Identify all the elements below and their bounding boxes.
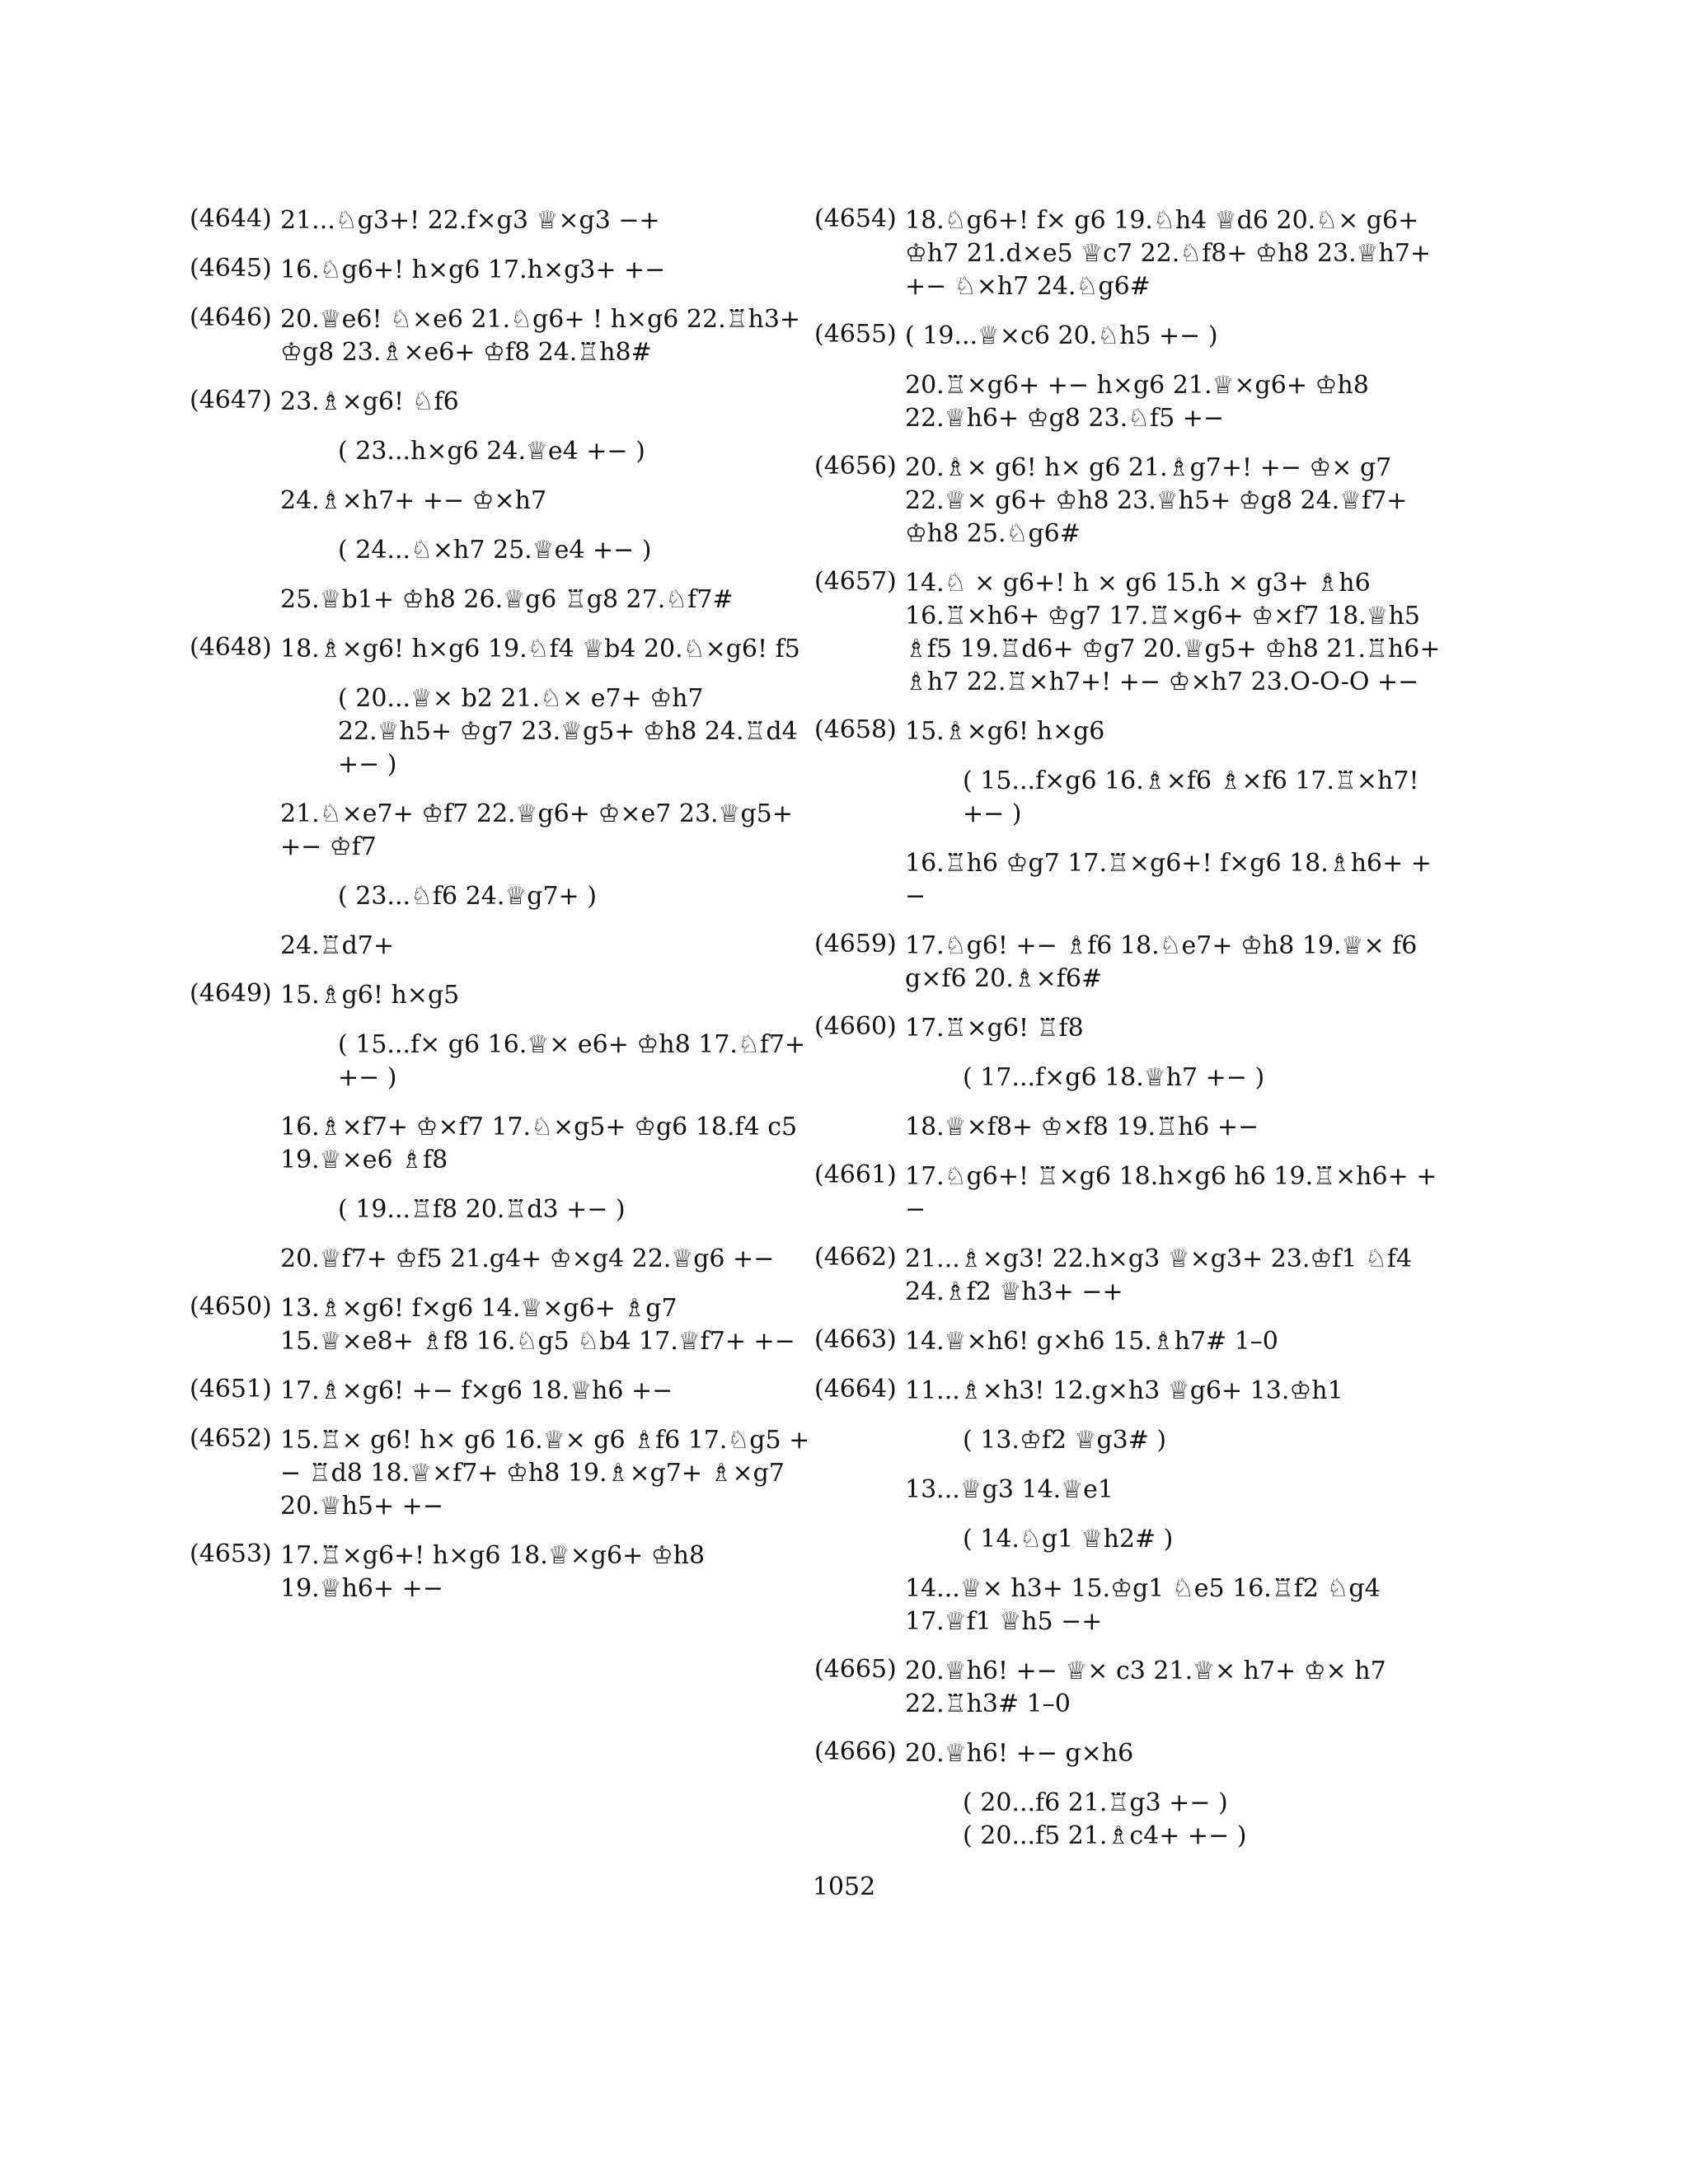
right-column [814, 204, 1441, 1869]
solution-entry [814, 567, 1441, 699]
problem-number: (4648) [190, 633, 272, 662]
problem-number: (4664) [814, 1375, 897, 1404]
problem-number: (4646) [190, 303, 272, 332]
solution-entry [190, 204, 816, 237]
problem-number: (4656) [814, 452, 897, 480]
problem-number: (4647) [190, 386, 272, 415]
move-line: 16.♗×f7+ ♔×f7 17.♘×g5+ ♔g6 18.f4 c5 19.♕×e6 ♗f8 [280, 1113, 798, 1174]
variation-line: ( 20...f6 21.♖g3 +− ) [963, 1788, 1228, 1817]
move-line: 20.♗× g6! h× g6 21.♗g7+! +− ♔× g7 22.♕× g6+ ♔h8 23.♕h5+ ♔g8 24.♕f7+ ♔h8 25.♘g6# [905, 453, 1408, 548]
variation-line: ( 23...♘f6 24.♕g7+ ) [338, 882, 597, 911]
move-line: 15.♖× g6! h× g6 16.♕× g6 ♗f6 17.♘g5 +− ♖d8 18.♕×f7+ ♔h8 19.♗×g7+ ♗×g7 20.♕h5+ +− [280, 1426, 810, 1521]
solution-entry [814, 204, 1441, 303]
solution-entry [814, 930, 1441, 996]
move-line: 23.♗×g6! ♘f6 [280, 387, 459, 416]
problem-number: (4666) [814, 1737, 897, 1766]
solution-entry [190, 386, 816, 616]
solution-entry [190, 633, 816, 963]
problem-number: (4663) [814, 1325, 897, 1354]
move-line: 18.♕×f8+ ♔×f8 19.♖h6 +− [905, 1113, 1259, 1141]
solution-entry [190, 979, 816, 1276]
problem-number: (4650) [190, 1292, 272, 1321]
move-line: 20.♕f7+ ♔f5 21.g4+ ♔×g4 22.♕g6 +− [280, 1244, 775, 1273]
problem-number: (4655) [814, 320, 897, 349]
solution-entry [190, 303, 816, 369]
move-line: 18.♘g6+! f× g6 19.♘h4 ♕d6 20.♘× g6+ ♔h7 21.d×e5 ♕c7 22.♘f8+ ♔h8 23.♕h7+ +− ♘×h7 24.♘g6# [905, 206, 1432, 301]
move-line: 11...♗×h3! 12.g×h3 ♕g6+ 13.♔h1 [905, 1376, 1343, 1405]
move-line: 21.♘×e7+ ♔f7 22.♕g6+ ♔×e7 23.♕g5+ +− ♔f7 [280, 799, 793, 861]
move-line: 16.♖h6 ♔g7 17.♖×g6+! f×g6 18.♗h6+ +− [905, 849, 1432, 911]
move-line: 15.♗×g6! h×g6 [905, 717, 1105, 746]
solution-entry [190, 254, 816, 287]
solution-entry [190, 1292, 816, 1358]
move-line: 14...♕× h3+ 15.♔g1 ♘e5 16.♖f2 ♘g4 17.♕f1 ♕h5 −+ [905, 1574, 1381, 1636]
problem-number: (4644) [190, 204, 272, 233]
move-line: 13...♕g3 14.♕e1 [905, 1475, 1114, 1504]
problem-number: (4660) [814, 1012, 897, 1041]
move-line: 24.♖d7+ [280, 931, 395, 960]
solution-entry [814, 1737, 1441, 1853]
move-line: 21...♘g3+! 22.f×g3 ♕×g3 −+ [280, 206, 660, 235]
variation-line: ( 23...h×g6 24.♕e4 +− ) [338, 437, 645, 466]
move-line: 21...♗×g3! 22.h×g3 ♕×g3+ 23.♔f1 ♘f4 24.♗f2 ♕h3+ −+ [905, 1244, 1413, 1306]
page-number: 1052 [812, 1872, 876, 1901]
solution-entry [814, 1012, 1441, 1144]
problem-number: (4645) [190, 254, 272, 283]
move-line: 20.♕h6! +− ♕× c3 21.♕× h7+ ♔× h7 22.♖h3# 1–0 [905, 1657, 1386, 1718]
problem-number: (4661) [814, 1160, 897, 1189]
variation-line: ( 24...♘×h7 25.♕e4 +− ) [338, 536, 652, 565]
move-line: 17.♖×g6! ♖f8 [905, 1014, 1084, 1043]
problem-number: (4662) [814, 1243, 897, 1272]
problem-number: (4652) [190, 1424, 272, 1453]
move-line: 20.♕e6! ♘×e6 21.♘g6+ ! h×g6 22.♖h3+ ♔g8 23.♗×e6+ ♔f8 24.♖h8# [280, 305, 801, 367]
left-column [190, 204, 816, 1622]
move-line: 15.♗g6! h×g5 [280, 981, 460, 1010]
problem-number: (4658) [814, 715, 897, 744]
solution-entry [814, 1243, 1441, 1309]
problem-number: (4651) [190, 1375, 272, 1404]
variation-line: ( 13.♔f2 ♕g3# ) [963, 1426, 1167, 1455]
variation-line: ( 20...f5 21.♗c4+ +− ) [963, 1821, 1247, 1850]
problem-number: (4657) [814, 567, 897, 596]
solution-entry [814, 1655, 1441, 1721]
solution-entry [814, 452, 1441, 551]
variation-line: ( 15...f× g6 16.♕× e6+ ♔h8 17.♘f7+ +− ) [338, 1030, 806, 1092]
problem-number: (4653) [190, 1540, 272, 1568]
problem-number: (4649) [190, 979, 272, 1008]
move-line: 24.♗×h7+ +− ♔×h7 [280, 486, 547, 515]
problem-number: (4659) [814, 930, 897, 958]
move-line: 14.♕×h6! g×h6 15.♗h7# 1–0 [905, 1327, 1278, 1356]
solution-entry [814, 1325, 1441, 1358]
variation-line: ( 17...f×g6 18.♕h7 +− ) [963, 1063, 1265, 1092]
problem-number: (4654) [814, 204, 897, 233]
problem-number: (4665) [814, 1655, 897, 1684]
solution-entry [190, 1375, 816, 1408]
solution-entry [814, 1160, 1441, 1226]
solution-entry [814, 320, 1441, 435]
variation-line: ( 14.♘g1 ♕h2# ) [963, 1525, 1174, 1554]
move-line: 17.♘g6+! ♖×g6 18.h×g6 h6 19.♖×h6+ +− [905, 1162, 1437, 1224]
move-line: 17.♗×g6! +− f×g6 18.♕h6 +− [280, 1376, 673, 1405]
solution-entry [814, 1375, 1441, 1638]
move-line: 20.♕h6! +− g×h6 [905, 1739, 1134, 1768]
move-line: 16.♘g6+! h×g6 17.h×g3+ +− [280, 255, 666, 284]
move-line: 20.♖×g6+ +− h×g6 21.♕×g6+ ♔h8 22.♕h6+ ♔g8 23.♘f5 +− [905, 371, 1369, 433]
solution-entry [190, 1540, 816, 1605]
move-line: 18.♗×g6! h×g6 19.♘f4 ♕b4 20.♘×g6! f5 [280, 635, 800, 663]
solution-entry [190, 1424, 816, 1523]
variation-line: ( 20...♕× b2 21.♘× e7+ ♔h7 22.♕h5+ ♔g7 23.♕g5+ ♔h8 24.♖d4 +− ) [338, 684, 798, 779]
move-line: 13.♗×g6! f×g6 14.♕×g6+ ♗g7 15.♕×e8+ ♗f8 16.♘g5 ♘b4 17.♕f7+ +− [280, 1294, 795, 1356]
move-line: ( 19...♕×c6 20.♘h5 +− ) [905, 321, 1218, 350]
move-line: 17.♘g6! +− ♗f6 18.♘e7+ ♔h8 19.♕× f6 g×f6 20.♗×f6# [905, 931, 1418, 993]
move-line: 14.♘ × g6+! h × g6 15.h × g3+ ♗h6 16.♖×h6+ ♔g7 17.♖×g6+ ♔×f7 18.♕h5 ♗f5 19.♖d6+ ♔g7 20.♕g5+ ♔h8 21.♖h6+ ♗h7 22.♖×h7+! +− ♔×h7 23.O-O-O +− [905, 569, 1441, 696]
solution-entry [814, 715, 1441, 913]
move-line: 17.♖×g6+! h×g6 18.♕×g6+ ♔h8 19.♕h6+ +− [280, 1541, 706, 1603]
move-line: 25.♕b1+ ♔h8 26.♕g6 ♖g8 27.♘f7# [280, 585, 734, 614]
variation-line: ( 15...f×g6 16.♗×f6 ♗×f6 17.♖×h7! +− ) [963, 766, 1419, 828]
variation-line: ( 19...♖f8 20.♖d3 +− ) [338, 1195, 626, 1224]
